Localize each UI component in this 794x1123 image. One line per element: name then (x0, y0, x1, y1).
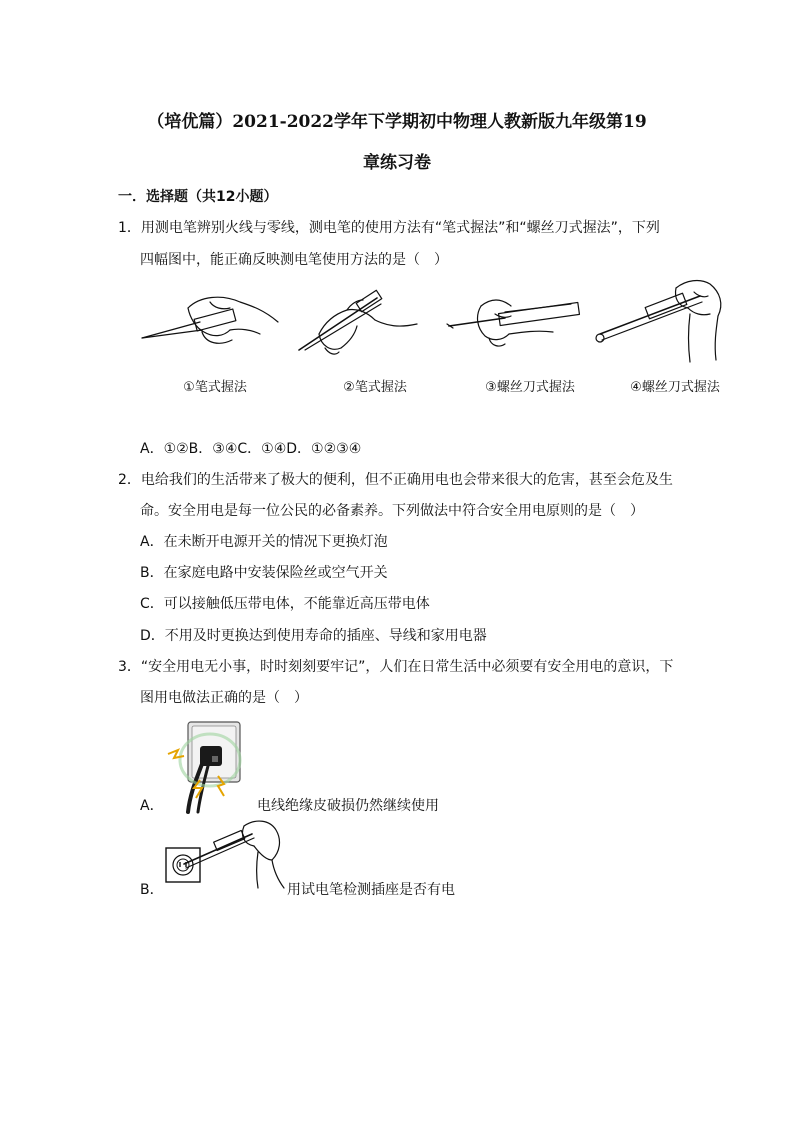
question-3-line2: 图用电做法正确的是（ ） (140, 690, 308, 706)
question-2-option-d: D．不用及时更换达到使用寿命的插座、导线和家用电器 (140, 628, 487, 644)
figure-caption-2: ②笔式握法 (343, 380, 407, 395)
question-2-option-b: B．在家庭电路中安装保险丝或空气开关 (140, 565, 388, 581)
screwdriver-grip-figure-4 (590, 274, 730, 368)
figure-caption-4: ④螺丝刀式握法 (630, 380, 720, 395)
screwdriver-grip-figure-3 (445, 288, 585, 368)
document-title-line1: （培优篇）2021-2022学年下学期初中物理人教新版九年级第19 (147, 112, 647, 132)
question-2-option-c: C．可以接触低压带电体，不能靠近高压带电体 (140, 596, 430, 612)
test-pen-socket-figure (160, 818, 286, 890)
question-3-option-a-label: A． (140, 798, 164, 814)
pen-grip-figure-2 (295, 288, 425, 368)
question-2-option-a: A．在未断开电源开关的情况下更换灯泡 (140, 534, 388, 550)
question-1-options: A．①②B．③④C．①④D．①②③④ (140, 441, 362, 457)
question-3-line1: 3．“安全用电无小事，时时刻刻要牢记”，人们在日常生活中必须要有安全用电的意识，下 (118, 659, 674, 675)
damaged-cord-socket-figure (160, 716, 256, 812)
question-3-option-a-text: 电线绝缘皮破损仍然继续使用 (257, 798, 439, 814)
document-title-line2: 章练习卷 (363, 153, 431, 173)
question-3-option-b-text: 用试电笔检测插座是否有电 (287, 882, 455, 898)
figure-caption-3: ③螺丝刀式握法 (485, 380, 575, 395)
question-2-line1: 2．电给我们的生活带来了极大的便利，但不正确用电也会带来很大的危害，甚至会危及生 (118, 472, 673, 488)
question-1-figures (140, 288, 730, 368)
figure-caption-1: ①笔式握法 (183, 380, 247, 395)
pen-grip-figure-1 (140, 288, 280, 368)
question-2-line2: 命。安全用电是每一位公民的必备素养。下列做法中符合安全用电原则的是（ ） (140, 503, 644, 519)
question-1-line1: 1．用测电笔辨别火线与零线，测电笔的使用方法有“笔式握法”和“螺丝刀式握法”，下列 (118, 220, 660, 236)
section-heading: 一．选择题（共12小题） (118, 189, 278, 205)
question-1-line2: 四幅图中，能正确反映测电笔使用方法的是（ ） (140, 252, 448, 268)
question-3-option-b-label: B． (140, 882, 164, 898)
